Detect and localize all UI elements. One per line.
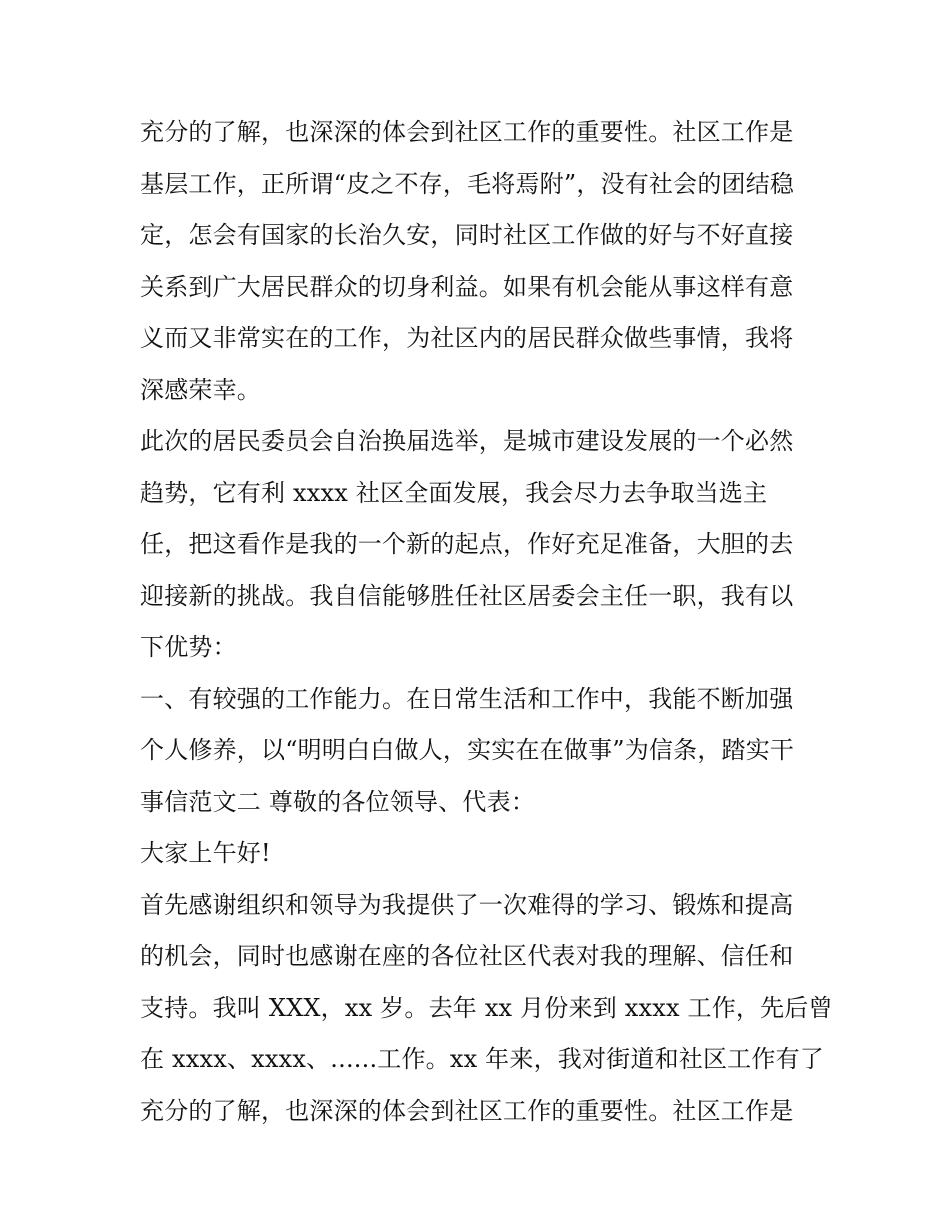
text-line: 个人修养，以“明明白白做人，实实在在做事”为信条，踏实干 (140, 736, 795, 764)
text-line: 迎接新的挑战。我自信能够胜任社区居委会主任一职，我有以 (140, 581, 794, 610)
text-line: 事信范文二 尊敬的各位领导、代表： (140, 787, 536, 816)
text-line: 深感荣幸。 (140, 375, 261, 404)
document-body (140, 107, 833, 1137)
text-line: 支持。我叫 XXX，xx 岁。去年 xx 月份来到 xxxx 工作，先后曾 (140, 993, 833, 1022)
text-line: 任，把这看作是我的一个新的起点，作好充足准备，大胆的去 (140, 530, 794, 558)
text-line: 定，怎会有国家的长治久安，同时社区工作做的好与不好直接 (140, 221, 794, 249)
text-line: 下优势： (140, 633, 237, 661)
text-line: 充分的了解，也深深的体会到社区工作的重要性。社区工作是 (140, 1096, 794, 1125)
text-line: 在 xxxx、xxxx、......工作。xx 年来，我对街道和社区工作有了 (140, 1045, 824, 1073)
text-line: 此次的居民委员会自治换届选举，是城市建设发展的一个必然 (140, 427, 794, 455)
text-line: 大家上午好! (140, 839, 271, 867)
text-line: 关系到广大居民群众的切身利益。如果有机会能从事这样有意 (140, 272, 794, 301)
text-line: 的机会，同时也感谢在座的各位社区代表对我的理解、信任和 (140, 942, 794, 970)
text-line: 充分的了解，也深深的体会到社区工作的重要性。社区工作是 (140, 118, 794, 146)
text-line: 义而又非常实在的工作，为社区内的居民群众做些事情，我将 (140, 324, 794, 352)
text-line: 首先感谢组织和领导为我提供了一次难得的学习、锻炼和提高 (140, 890, 794, 919)
text-line: 一、有较强的工作能力。在日常生活和工作中，我能不断加强 (140, 684, 794, 713)
text-line: 基层工作，正所谓“皮之不存，毛将焉附”，没有社会的团结稳 (140, 169, 795, 198)
text-line: 趋势，它有利 xxxx 社区全面发展，我会尽力去争取当选主 (140, 478, 768, 507)
